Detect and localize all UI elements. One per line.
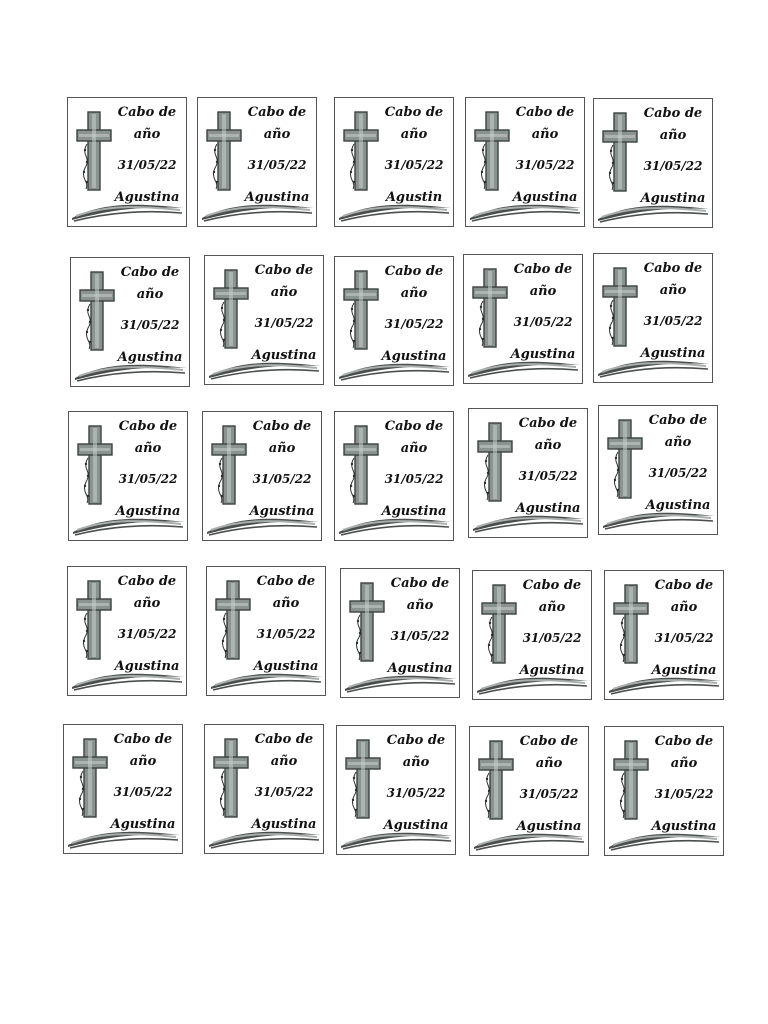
sticker-title-line1: Cabo de bbox=[654, 734, 714, 749]
sticker-date: 31/05/22 bbox=[513, 315, 573, 329]
sticker-label bbox=[204, 255, 324, 385]
sticker-label bbox=[68, 411, 188, 541]
wave-swoosh-icon bbox=[596, 352, 712, 378]
sticker-title-line1: Cabo de bbox=[513, 262, 573, 277]
sticker-title-line2: año bbox=[136, 287, 164, 302]
sticker-date: 31/05/22 bbox=[384, 472, 444, 486]
wave-swoosh-icon bbox=[337, 510, 453, 536]
sticker-date: 31/05/22 bbox=[254, 316, 314, 330]
wave-swoosh-icon bbox=[596, 197, 712, 223]
sticker-title-line2: año bbox=[263, 127, 291, 142]
sticker-name: Agustina bbox=[519, 663, 585, 678]
sticker-label bbox=[593, 253, 713, 383]
sticker-date: 31/05/22 bbox=[256, 627, 316, 641]
sticker-label bbox=[67, 97, 187, 227]
sticker-date: 31/05/22 bbox=[252, 472, 312, 486]
sticker-label bbox=[63, 724, 183, 854]
sticker-name: Agustina bbox=[110, 817, 176, 832]
sticker-title-line1: Cabo de bbox=[643, 261, 703, 276]
sticker-title-line2: año bbox=[270, 754, 298, 769]
sticker-name: Agustina bbox=[651, 663, 717, 678]
wave-swoosh-icon bbox=[466, 353, 582, 379]
wave-swoosh-icon bbox=[475, 669, 591, 695]
sticker-label bbox=[469, 726, 589, 856]
wave-swoosh-icon bbox=[70, 665, 186, 691]
sticker-title-line2: año bbox=[670, 756, 698, 771]
sticker-label bbox=[334, 256, 454, 386]
sticker-title-line2: año bbox=[133, 596, 161, 611]
sticker-date: 31/05/22 bbox=[247, 158, 307, 172]
cross-icon bbox=[612, 739, 650, 823]
sticker-name: Agustina bbox=[253, 659, 319, 674]
cross-icon bbox=[212, 268, 250, 352]
cross-icon bbox=[473, 110, 511, 194]
sticker-label bbox=[202, 411, 322, 541]
sticker-date: 31/05/22 bbox=[118, 472, 178, 486]
wave-swoosh-icon bbox=[337, 355, 453, 381]
cross-icon bbox=[214, 579, 252, 663]
sticker-date: 31/05/22 bbox=[117, 627, 177, 641]
sticker-title-line1: Cabo de bbox=[518, 416, 578, 431]
sticker-label bbox=[604, 726, 724, 856]
sticker-title-line2: año bbox=[134, 441, 162, 456]
sticker-name: Agustina bbox=[640, 346, 706, 361]
cross-icon bbox=[348, 581, 386, 665]
sticker-title-line1: Cabo de bbox=[522, 578, 582, 593]
sticker-name: Agustina bbox=[115, 504, 181, 519]
wave-swoosh-icon bbox=[337, 196, 453, 222]
sticker-title-line2: año bbox=[268, 441, 296, 456]
wave-swoosh-icon bbox=[205, 510, 321, 536]
cross-icon bbox=[601, 111, 639, 195]
sticker-name: Agustin bbox=[385, 190, 443, 205]
wave-swoosh-icon bbox=[70, 196, 186, 222]
wave-swoosh-icon bbox=[200, 196, 316, 222]
cross-icon bbox=[210, 424, 248, 508]
sticker-title-line1: Cabo de bbox=[390, 576, 450, 591]
sticker-title-line2: año bbox=[400, 127, 428, 142]
sticker-label bbox=[340, 568, 460, 698]
sticker-title-line1: Cabo de bbox=[654, 578, 714, 593]
wave-swoosh-icon bbox=[209, 665, 325, 691]
cross-icon bbox=[75, 579, 113, 663]
sticker-label bbox=[472, 570, 592, 700]
sticker-name: Agustina bbox=[381, 504, 447, 519]
wave-swoosh-icon bbox=[73, 356, 189, 382]
sticker-title-line1: Cabo de bbox=[252, 419, 312, 434]
wave-swoosh-icon bbox=[73, 356, 189, 382]
cross-icon bbox=[477, 739, 515, 823]
sticker-name: Agustina bbox=[651, 819, 717, 834]
sticker-title-line2: año bbox=[659, 128, 687, 143]
wave-swoosh-icon bbox=[207, 354, 323, 380]
sticker-date: 31/05/22 bbox=[522, 631, 582, 645]
wave-swoosh-icon bbox=[71, 510, 187, 536]
sticker-name: Agustina bbox=[515, 501, 581, 516]
sticker-date: 31/05/22 bbox=[643, 159, 703, 173]
sticker-date: 31/05/22 bbox=[648, 466, 708, 480]
sticker-title-line1: Cabo de bbox=[643, 106, 703, 121]
wave-swoosh-icon bbox=[607, 825, 723, 851]
wave-swoosh-icon bbox=[71, 510, 187, 536]
wave-swoosh-icon bbox=[207, 823, 323, 849]
sticker-name: Agustina bbox=[383, 818, 449, 833]
sticker-date: 31/05/22 bbox=[113, 785, 173, 799]
cross-icon bbox=[342, 424, 380, 508]
cross-icon bbox=[601, 266, 639, 350]
wave-swoosh-icon bbox=[607, 669, 723, 695]
sticker-date: 31/05/22 bbox=[518, 469, 578, 483]
cross-icon bbox=[71, 737, 109, 821]
cross-icon bbox=[601, 111, 639, 195]
cross-icon bbox=[473, 110, 511, 194]
cross-icon bbox=[471, 267, 509, 351]
sticker-label bbox=[206, 566, 326, 696]
cross-icon bbox=[344, 738, 382, 822]
cross-icon bbox=[75, 110, 113, 194]
wave-swoosh-icon bbox=[66, 823, 182, 849]
cross-icon bbox=[612, 739, 650, 823]
wave-swoosh-icon bbox=[601, 504, 717, 530]
sticker-title-line2: año bbox=[272, 596, 300, 611]
sticker-name: Agustina bbox=[510, 347, 576, 362]
sticker-date: 31/05/22 bbox=[654, 631, 714, 645]
sticker-title-line1: Cabo de bbox=[256, 574, 316, 589]
sticker-title-line1: Cabo de bbox=[515, 105, 575, 120]
wave-swoosh-icon bbox=[70, 665, 186, 691]
cross-icon bbox=[601, 266, 639, 350]
cross-icon bbox=[342, 424, 380, 508]
cross-icon bbox=[212, 737, 250, 821]
wave-swoosh-icon bbox=[466, 353, 582, 379]
wave-swoosh-icon bbox=[596, 197, 712, 223]
wave-swoosh-icon bbox=[471, 507, 587, 533]
sticker-title-line1: Cabo de bbox=[254, 263, 314, 278]
wave-swoosh-icon bbox=[209, 665, 325, 691]
wave-swoosh-icon bbox=[471, 507, 587, 533]
sticker-name: Agustina bbox=[251, 348, 317, 363]
wave-swoosh-icon bbox=[207, 823, 323, 849]
wave-swoosh-icon bbox=[607, 825, 723, 851]
wave-swoosh-icon bbox=[200, 196, 316, 222]
sticker-label bbox=[598, 405, 718, 535]
cross-icon bbox=[78, 270, 116, 354]
sticker-name: Agustina bbox=[381, 349, 447, 364]
sticker-title-line1: Cabo de bbox=[386, 733, 446, 748]
cross-icon bbox=[76, 424, 114, 508]
sticker-label bbox=[465, 97, 585, 227]
sticker-name: Agustina bbox=[114, 190, 180, 205]
cross-icon bbox=[75, 579, 113, 663]
sticker-name: Agustina bbox=[244, 190, 310, 205]
sticker-name: Agustina bbox=[387, 661, 453, 676]
cross-icon bbox=[212, 268, 250, 352]
sticker-date: 31/05/22 bbox=[120, 318, 180, 332]
cross-icon bbox=[471, 267, 509, 351]
cross-icon bbox=[606, 418, 644, 502]
sticker-label bbox=[468, 408, 588, 538]
sticker-title-line1: Cabo de bbox=[117, 574, 177, 589]
sticker-title-line2: año bbox=[531, 127, 559, 142]
sticker-name: Agustina bbox=[640, 191, 706, 206]
wave-swoosh-icon bbox=[601, 504, 717, 530]
sticker-title-line2: año bbox=[402, 755, 430, 770]
wave-swoosh-icon bbox=[475, 669, 591, 695]
wave-swoosh-icon bbox=[70, 196, 186, 222]
sticker-title-line1: Cabo de bbox=[519, 734, 579, 749]
cross-icon bbox=[214, 579, 252, 663]
sticker-label bbox=[593, 98, 713, 228]
sticker-title-line1: Cabo de bbox=[384, 264, 444, 279]
sticker-title-line2: año bbox=[535, 756, 563, 771]
sticker-date: 31/05/22 bbox=[390, 629, 450, 643]
cross-icon bbox=[612, 583, 650, 667]
sticker-name: Agustina bbox=[114, 659, 180, 674]
sticker-date: 31/05/22 bbox=[254, 785, 314, 799]
sticker-date: 31/05/22 bbox=[384, 158, 444, 172]
sticker-label bbox=[70, 257, 190, 387]
sticker-title-line2: año bbox=[534, 438, 562, 453]
sticker-title-line2: año bbox=[129, 754, 157, 769]
cross-icon bbox=[342, 110, 380, 194]
wave-swoosh-icon bbox=[343, 667, 459, 693]
cross-icon bbox=[76, 424, 114, 508]
sticker-title-line2: año bbox=[400, 441, 428, 456]
wave-swoosh-icon bbox=[339, 824, 455, 850]
sticker-title-line1: Cabo de bbox=[384, 105, 444, 120]
sticker-date: 31/05/22 bbox=[519, 787, 579, 801]
cross-icon bbox=[342, 110, 380, 194]
sticker-title-line2: año bbox=[400, 286, 428, 301]
sticker-title-line2: año bbox=[670, 600, 698, 615]
cross-icon bbox=[606, 418, 644, 502]
sticker-label bbox=[334, 97, 454, 227]
sticker-title-line1: Cabo de bbox=[648, 413, 708, 428]
cross-icon bbox=[71, 737, 109, 821]
sticker-title-line2: año bbox=[270, 285, 298, 300]
cross-icon bbox=[210, 424, 248, 508]
wave-swoosh-icon bbox=[468, 196, 584, 222]
wave-swoosh-icon bbox=[339, 824, 455, 850]
sticker-title-line2: año bbox=[659, 283, 687, 298]
sticker-label bbox=[463, 254, 583, 384]
cross-icon bbox=[75, 110, 113, 194]
sticker-name: Agustina bbox=[249, 504, 315, 519]
sticker-title-line1: Cabo de bbox=[120, 265, 180, 280]
wave-swoosh-icon bbox=[472, 825, 588, 851]
cross-icon bbox=[348, 581, 386, 665]
cross-icon bbox=[205, 110, 243, 194]
sticker-date: 31/05/22 bbox=[643, 314, 703, 328]
wave-swoosh-icon bbox=[207, 354, 323, 380]
sticker-label bbox=[604, 570, 724, 700]
wave-swoosh-icon bbox=[607, 669, 723, 695]
wave-swoosh-icon bbox=[337, 510, 453, 536]
cross-icon bbox=[477, 739, 515, 823]
wave-swoosh-icon bbox=[596, 352, 712, 378]
sticker-title-line2: año bbox=[133, 127, 161, 142]
sticker-title-line2: año bbox=[529, 284, 557, 299]
cross-icon bbox=[480, 583, 518, 667]
wave-swoosh-icon bbox=[337, 196, 453, 222]
cross-icon bbox=[78, 270, 116, 354]
cross-icon bbox=[212, 737, 250, 821]
sticker-name: Agustina bbox=[251, 817, 317, 832]
sticker-title-line2: año bbox=[538, 600, 566, 615]
sticker-label bbox=[67, 566, 187, 696]
sticker-label bbox=[204, 724, 324, 854]
sticker-date: 31/05/22 bbox=[384, 317, 444, 331]
wave-swoosh-icon bbox=[205, 510, 321, 536]
sticker-date: 31/05/22 bbox=[654, 787, 714, 801]
sticker-title-line1: Cabo de bbox=[117, 105, 177, 120]
sticker-label bbox=[334, 411, 454, 541]
sticker-name: Agustina bbox=[645, 498, 711, 513]
sticker-title-line2: año bbox=[664, 435, 692, 450]
sticker-name: Agustina bbox=[512, 190, 578, 205]
sticker-title-line1: Cabo de bbox=[247, 105, 307, 120]
sticker-title-line1: Cabo de bbox=[384, 419, 444, 434]
wave-swoosh-icon bbox=[343, 667, 459, 693]
sticker-name: Agustina bbox=[117, 350, 183, 365]
sticker-label bbox=[336, 725, 456, 855]
cross-icon bbox=[480, 583, 518, 667]
cross-icon bbox=[476, 421, 514, 505]
sticker-date: 31/05/22 bbox=[515, 158, 575, 172]
cross-icon bbox=[342, 269, 380, 353]
wave-swoosh-icon bbox=[468, 196, 584, 222]
cross-icon bbox=[476, 421, 514, 505]
sticker-title-line1: Cabo de bbox=[113, 732, 173, 747]
wave-swoosh-icon bbox=[472, 825, 588, 851]
wave-swoosh-icon bbox=[66, 823, 182, 849]
cross-icon bbox=[612, 583, 650, 667]
sticker-title-line1: Cabo de bbox=[254, 732, 314, 747]
sticker-title-line1: Cabo de bbox=[118, 419, 178, 434]
sticker-date: 31/05/22 bbox=[386, 786, 446, 800]
wave-swoosh-icon bbox=[337, 355, 453, 381]
cross-icon bbox=[342, 269, 380, 353]
cross-icon bbox=[344, 738, 382, 822]
sticker-date: 31/05/22 bbox=[117, 158, 177, 172]
sticker-name: Agustina bbox=[516, 819, 582, 834]
sticker-title-line2: año bbox=[406, 598, 434, 613]
cross-icon bbox=[205, 110, 243, 194]
sticker-label bbox=[197, 97, 317, 227]
